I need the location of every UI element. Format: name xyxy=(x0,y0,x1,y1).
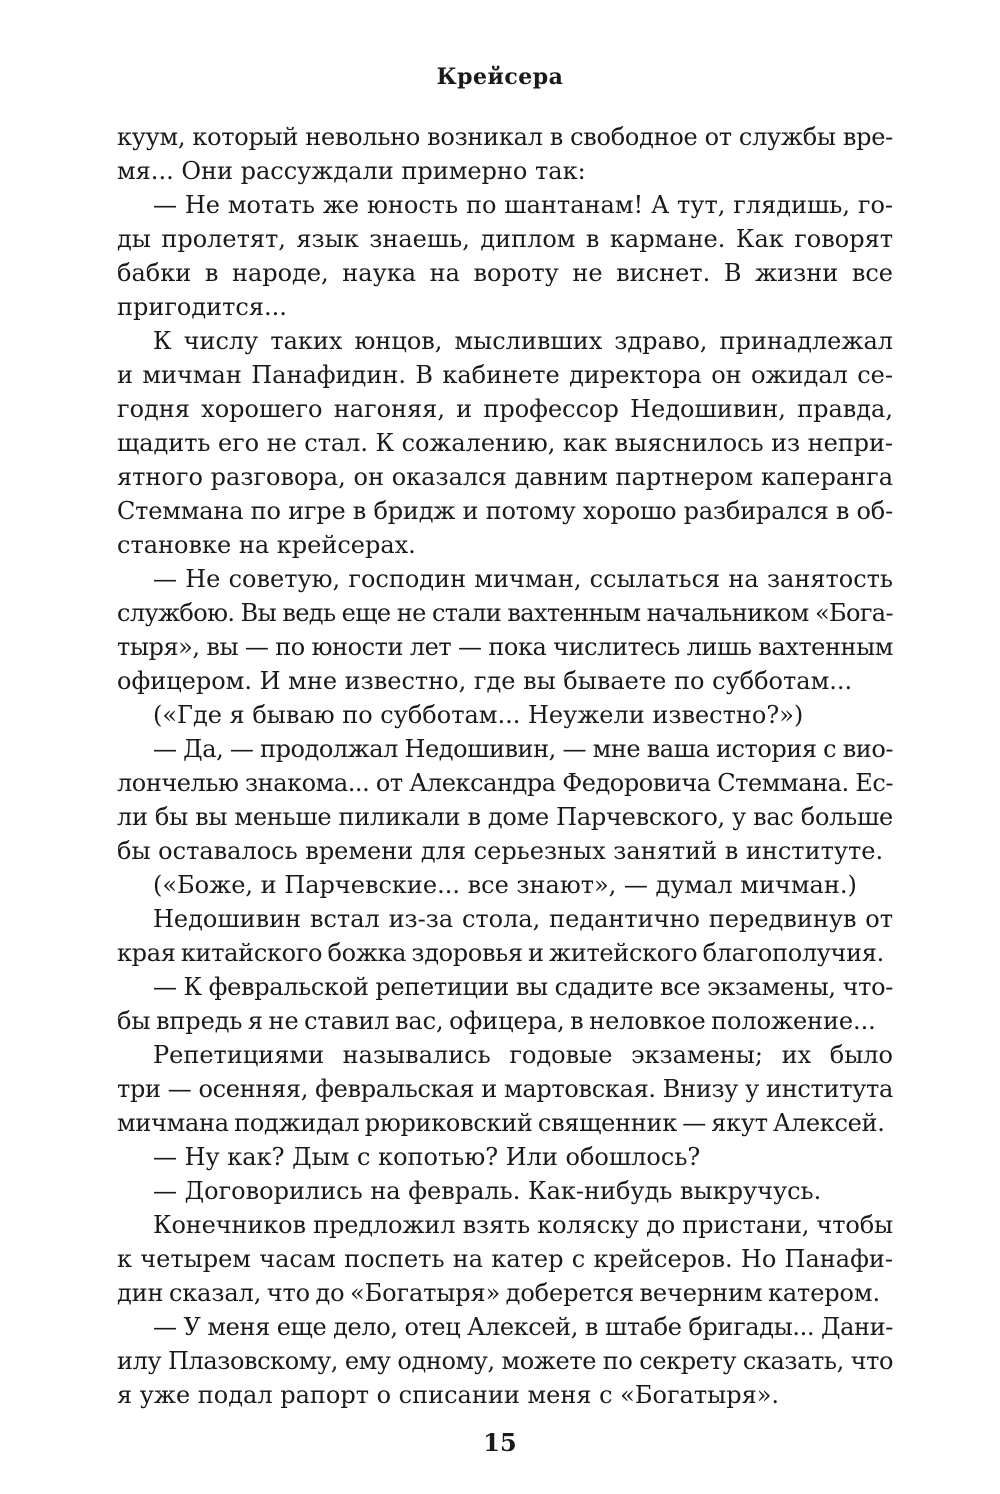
text-line: щадить его не стал. К сожалению, как выяснилось из непри- xyxy=(117,429,893,457)
text-line: и мичман Панафидин. В кабинете директора он ожидал се- xyxy=(117,361,893,389)
text-line: службою. Вы ведь еще не стали вахтенным начальником «Бога- xyxy=(117,599,893,627)
text-line: к четырем часам поспеть на катер с крейсеров. Но Панафи- xyxy=(117,1245,893,1273)
body-text xyxy=(117,120,893,1412)
text-line: Конечников предложил взять коляску до пристани, чтобы xyxy=(153,1211,893,1239)
text-line: илу Плазовскому, ему одному, можете по секрету сказать, что xyxy=(117,1347,893,1375)
text-line: становке на крейсерах. xyxy=(117,531,416,559)
text-line: бы впредь я не ставил вас, офицера, в неловкое положение... xyxy=(117,1007,876,1035)
text-line: я уже подал рапорт о списании меня с «Богатыря». xyxy=(117,1381,780,1409)
text-line: мя... Они рассуждали примерно так: xyxy=(117,157,586,185)
text-line: мичмана поджидал рюриковский священник — якут Алексей. xyxy=(117,1109,885,1137)
text-line: три — осенняя, февральская и мартовская. Внизу у института xyxy=(117,1075,893,1103)
text-line: годня хорошего нагоняя, и профессор Недошивин, правда, xyxy=(117,395,893,423)
text-line: ды пролетят, язык знаешь, диплом в кармане. Как говорят xyxy=(117,225,893,253)
text-line: («Где я бываю по субботам... Неужели известно?») xyxy=(153,701,804,729)
running-header: Крейсера xyxy=(436,64,564,90)
text-line: Стеммана по игре в бридж и потому хорошо разбирался в об- xyxy=(117,497,893,525)
text-line: бы оставалось времени для серьезных занятий в институте. xyxy=(117,837,884,865)
text-line: офицером. И мне известно, где вы бываете по субботам... xyxy=(117,667,853,695)
text-line: — У меня еще дело, отец Алексей, в штабе бригады... Дани- xyxy=(153,1313,893,1341)
text-line: края китайского божка здоровья и житейского благополучия. xyxy=(117,939,884,967)
text-line: — Да, — продолжал Недошивин, — мне ваша история с вио- xyxy=(153,735,893,763)
text-line: — Не мотать же юность по шантанам! А тут, глядишь, го- xyxy=(153,191,893,219)
text-line: — Не советую, господин мичман, ссылаться на занятость xyxy=(153,565,893,593)
text-line: куум, который невольно возникал в свободное от службы вре- xyxy=(117,123,893,151)
page-number: 15 xyxy=(483,1428,517,1457)
text-line: («Боже, и Парчевские... все знают», — думал мичман.) xyxy=(153,871,857,899)
text-line: дин сказал, что до «Богатыря» доберется вечерним катером. xyxy=(117,1279,880,1307)
text-line: бабки в народе, наука на вороту не виснет. В жизни все xyxy=(117,259,893,287)
text-line: лончелью знакома... от Александра Федоровича Стеммана. Ес- xyxy=(117,769,893,797)
text-line: — К февральской репетиции вы сдадите все экзамены, что- xyxy=(153,973,893,1001)
text-line: Репетициями назывались годовые экзамены; их было xyxy=(153,1041,893,1069)
text-line: пригодится... xyxy=(117,293,287,321)
text-line: Недошивин встал из-за стола, педантично передвинув от xyxy=(153,905,893,933)
text-line: тыря», вы — по юности лет — пока числитесь лишь вахтенным xyxy=(117,633,893,661)
text-line: К числу таких юнцов, мысливших здраво, принадлежал xyxy=(153,327,893,355)
text-line: — Ну как? Дым с копотью? Или обошлось? xyxy=(153,1143,701,1171)
text-line: ятного разговора, он оказался давним партнером каперанга xyxy=(117,463,893,491)
text-line: ли бы вы меньше пиликали в доме Парчевского, у вас больше xyxy=(117,803,893,831)
text-line: — Договорились на февраль. Как-нибудь выкручусь. xyxy=(153,1177,822,1205)
